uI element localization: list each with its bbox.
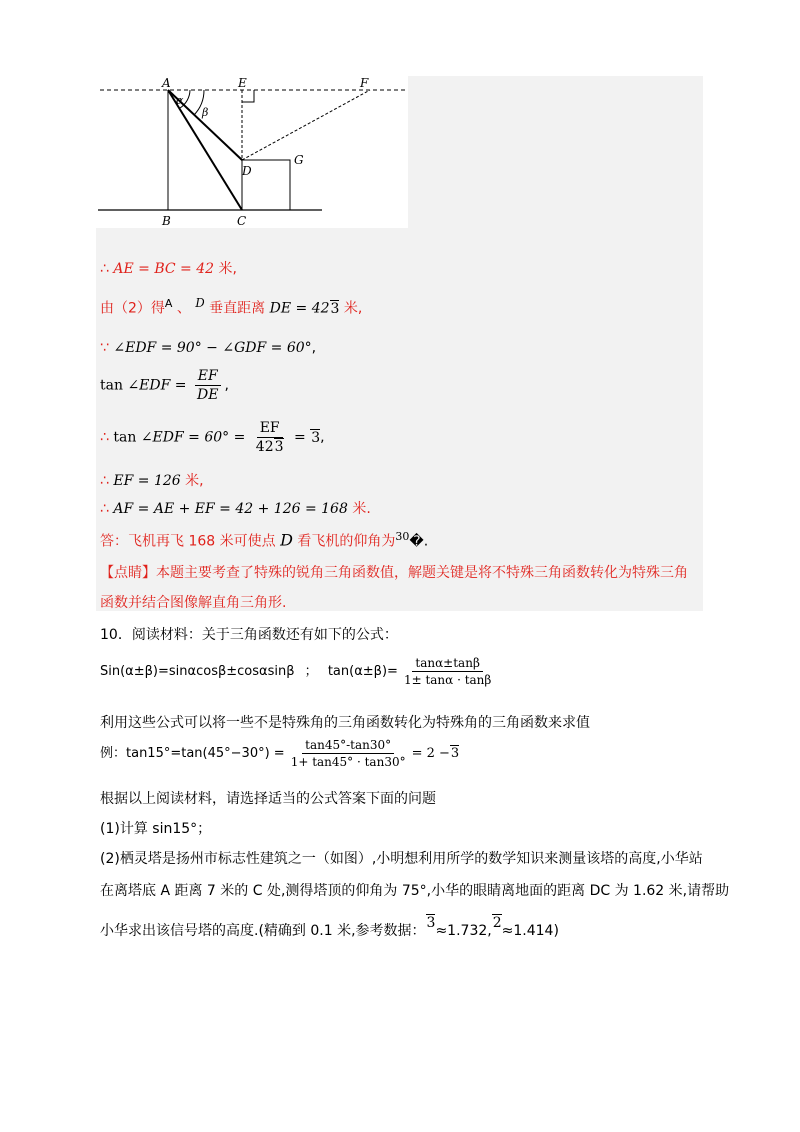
numerator: EF bbox=[195, 368, 221, 386]
paragraph-2: 根据以上阅读材料，请选择适当的公式答案下面的问题 bbox=[100, 791, 436, 807]
angle-value: 30 bbox=[395, 530, 410, 543]
expression: EF = 126 bbox=[113, 473, 181, 489]
angle-expression: ∠EDF = bbox=[127, 377, 187, 394]
label-G: G bbox=[294, 153, 304, 167]
solution-line-5 bbox=[100, 420, 325, 455]
denominator: 1+ tan45° · tan30° bbox=[290, 755, 406, 769]
numerator: EF bbox=[257, 420, 283, 438]
sub-question-2-line-1: (2)栖灵塔是扬州市标志性建筑之一（如图）,小明想利用所学的数学知识来测量该塔的高度,小华站 bbox=[100, 851, 703, 867]
prefix-text: 由（2）得 bbox=[100, 300, 165, 317]
unit: 米, bbox=[218, 261, 237, 277]
solution-line-7 bbox=[100, 498, 371, 518]
sine-sum-formula: Sin(α±β)=sinαcosβ±cosαsinβ bbox=[100, 664, 295, 679]
because-symbol: ∵ bbox=[100, 340, 109, 356]
period: . bbox=[423, 533, 429, 550]
answer-text: 答：飞机再飞 168 米可使点 bbox=[100, 533, 276, 550]
solution-line-2 bbox=[100, 296, 362, 318]
approx-value-1: ≈1.732, bbox=[435, 923, 492, 939]
answer-text-2: 看飞机的仰角为 bbox=[297, 533, 396, 550]
comment-line-2: 函数并结合图像解直角三角形. bbox=[100, 595, 287, 611]
denominator: 42 bbox=[255, 439, 274, 455]
label-alpha: α bbox=[176, 94, 184, 107]
label-D: D bbox=[242, 164, 252, 178]
example-fraction bbox=[288, 738, 409, 769]
therefore-symbol: ∴ bbox=[100, 261, 109, 277]
missing-glyph: � bbox=[409, 533, 424, 550]
expression: AE = BC = 42 bbox=[113, 261, 215, 277]
point-A: A bbox=[164, 297, 173, 310]
solution-line-3 bbox=[100, 340, 316, 356]
sub-question-1: (1)计算 sin15°； bbox=[100, 821, 212, 837]
example-text: 例：tan15°=tan(45°−30°) = bbox=[100, 746, 285, 761]
solution-line-1 bbox=[100, 258, 237, 278]
comment-line-1: 【点睛】本题主要考查了特殊的锐角三角函数值，解题关键是将不特殊三角函数转化为特殊三角 bbox=[100, 565, 688, 581]
separator: ； bbox=[304, 664, 318, 679]
unit: 米. bbox=[352, 501, 371, 517]
formula-line bbox=[100, 656, 497, 687]
example-line bbox=[100, 738, 459, 769]
solution-line-6 bbox=[100, 470, 204, 490]
radical-2: 2 bbox=[492, 915, 502, 931]
figure-svg bbox=[96, 76, 408, 228]
label-E: E bbox=[238, 76, 247, 90]
therefore-symbol: ∴ bbox=[100, 473, 109, 489]
radical: 3 bbox=[450, 746, 460, 761]
radical: 3 bbox=[311, 429, 321, 446]
fraction bbox=[253, 420, 287, 455]
comma: , bbox=[311, 340, 317, 356]
point-D: D bbox=[195, 296, 205, 310]
sub-question-2-line-2: 在离塔底 A 距离 7 米的 C 处,测得塔顶的仰角为 75°,小华的眼睛离地面的距离 DC 为 1.62 米,请帮助 bbox=[100, 883, 730, 899]
tan-sum-fraction bbox=[401, 656, 494, 687]
separator: 、 bbox=[176, 300, 191, 317]
right-angle-mark bbox=[242, 90, 254, 102]
denominator: 1± tanα · tanβ bbox=[403, 673, 492, 687]
text: 小华求出该信号塔的高度.(精确到 0.1 米,参考数据： bbox=[100, 923, 426, 939]
label-C: C bbox=[237, 214, 247, 228]
expression: ∠EDF = 90° − ∠GDF = 60° bbox=[113, 340, 312, 356]
expression: DE = 42 bbox=[269, 300, 330, 317]
point-D: D bbox=[280, 530, 293, 550]
unit: 米, bbox=[343, 300, 363, 317]
tan-label: tan bbox=[113, 429, 137, 446]
unit: 米, bbox=[185, 473, 204, 489]
solution-line-4 bbox=[100, 368, 229, 403]
approx-value-2: ≈1.414) bbox=[501, 923, 559, 939]
expression: AF = AE + EF = 42 + 126 = 168 bbox=[113, 501, 348, 517]
geometry-figure bbox=[96, 76, 408, 228]
radical: 3 bbox=[330, 300, 340, 317]
comma: , bbox=[320, 429, 325, 446]
fraction bbox=[194, 368, 221, 403]
question-10-title: 10．阅读材料：关于三角函数还有如下的公式： bbox=[100, 627, 398, 643]
label-beta: β bbox=[202, 106, 209, 119]
answer-line bbox=[100, 530, 428, 551]
example-result: = 2 − bbox=[411, 746, 450, 761]
numerator: tanα±tanβ bbox=[412, 656, 483, 672]
label-B: B bbox=[162, 214, 171, 228]
tan-sum-formula-left: tan(α±β)= bbox=[327, 664, 398, 679]
therefore-symbol: ∴ bbox=[100, 501, 109, 517]
label-F: F bbox=[360, 76, 369, 90]
angle-expression: ∠EDF = 60° = bbox=[140, 429, 246, 446]
radical-3: 3 bbox=[426, 915, 436, 931]
equals: = bbox=[294, 429, 306, 446]
segment-DF bbox=[242, 90, 370, 160]
paragraph-1: 利用这些公式可以将一些不是特殊角的三角函数转化为特殊角的三角函数来求值 bbox=[100, 715, 590, 731]
numerator: tan45°-tan30° bbox=[302, 738, 394, 754]
tan-label: tan bbox=[100, 377, 123, 394]
middle-text: 垂直距离 bbox=[209, 300, 266, 317]
therefore-symbol: ∴ bbox=[100, 429, 109, 446]
label-A: A bbox=[162, 76, 171, 90]
denominator-radical: 3 bbox=[274, 439, 284, 455]
sub-question-2-line-3 bbox=[100, 915, 559, 940]
comma: , bbox=[224, 377, 229, 394]
denominator: DE bbox=[196, 387, 219, 403]
